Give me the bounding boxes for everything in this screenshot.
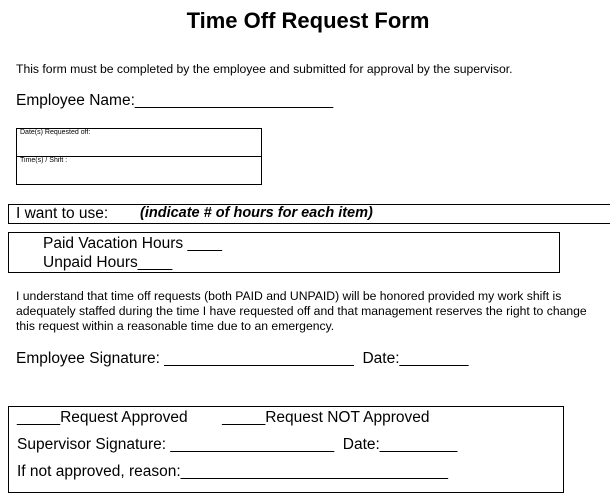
use-label: I want to use: [16,205,109,222]
approval-status-line[interactable]: _____Request Approved _____Request NOT Approved [17,409,430,426]
form-title: Time Off Request Form [186,8,430,33]
hours-box [8,232,560,273]
employee-signature-field[interactable]: Employee Signature: ______________________ Date:________ [16,350,469,367]
employee-name-field[interactable]: Employee Name:_______________________ [16,92,334,109]
times-shift-field[interactable]: Time(s) / Shift : [20,157,68,164]
not-approved-reason-field[interactable]: If not approved, reason:_______________________________ [17,463,448,480]
dates-times-box [16,128,262,185]
policy-text: I understand that time off requests (both PAID and UNPAID) will be honored provided my work shift is adequately staffed during the time I have requested off and that management reserves the right to change this request within a reasonable time due to an emergency. [16,289,587,333]
form-intro-text: This form must be completed by the employee and submitted for approval by the supervisor. [16,62,513,76]
supervisor-signature-field[interactable]: Supervisor Signature: ___________________ Date:_________ [17,436,458,453]
use-hint: (indicate # of hours for each item) [140,205,373,221]
paid-vacation-hours-field[interactable]: Paid Vacation Hours ____ [43,235,222,252]
unpaid-hours-field[interactable]: Unpaid Hours____ [43,254,173,271]
approval-box [8,406,564,493]
dates-requested-field[interactable]: Date(s) Requested off: [20,129,91,136]
